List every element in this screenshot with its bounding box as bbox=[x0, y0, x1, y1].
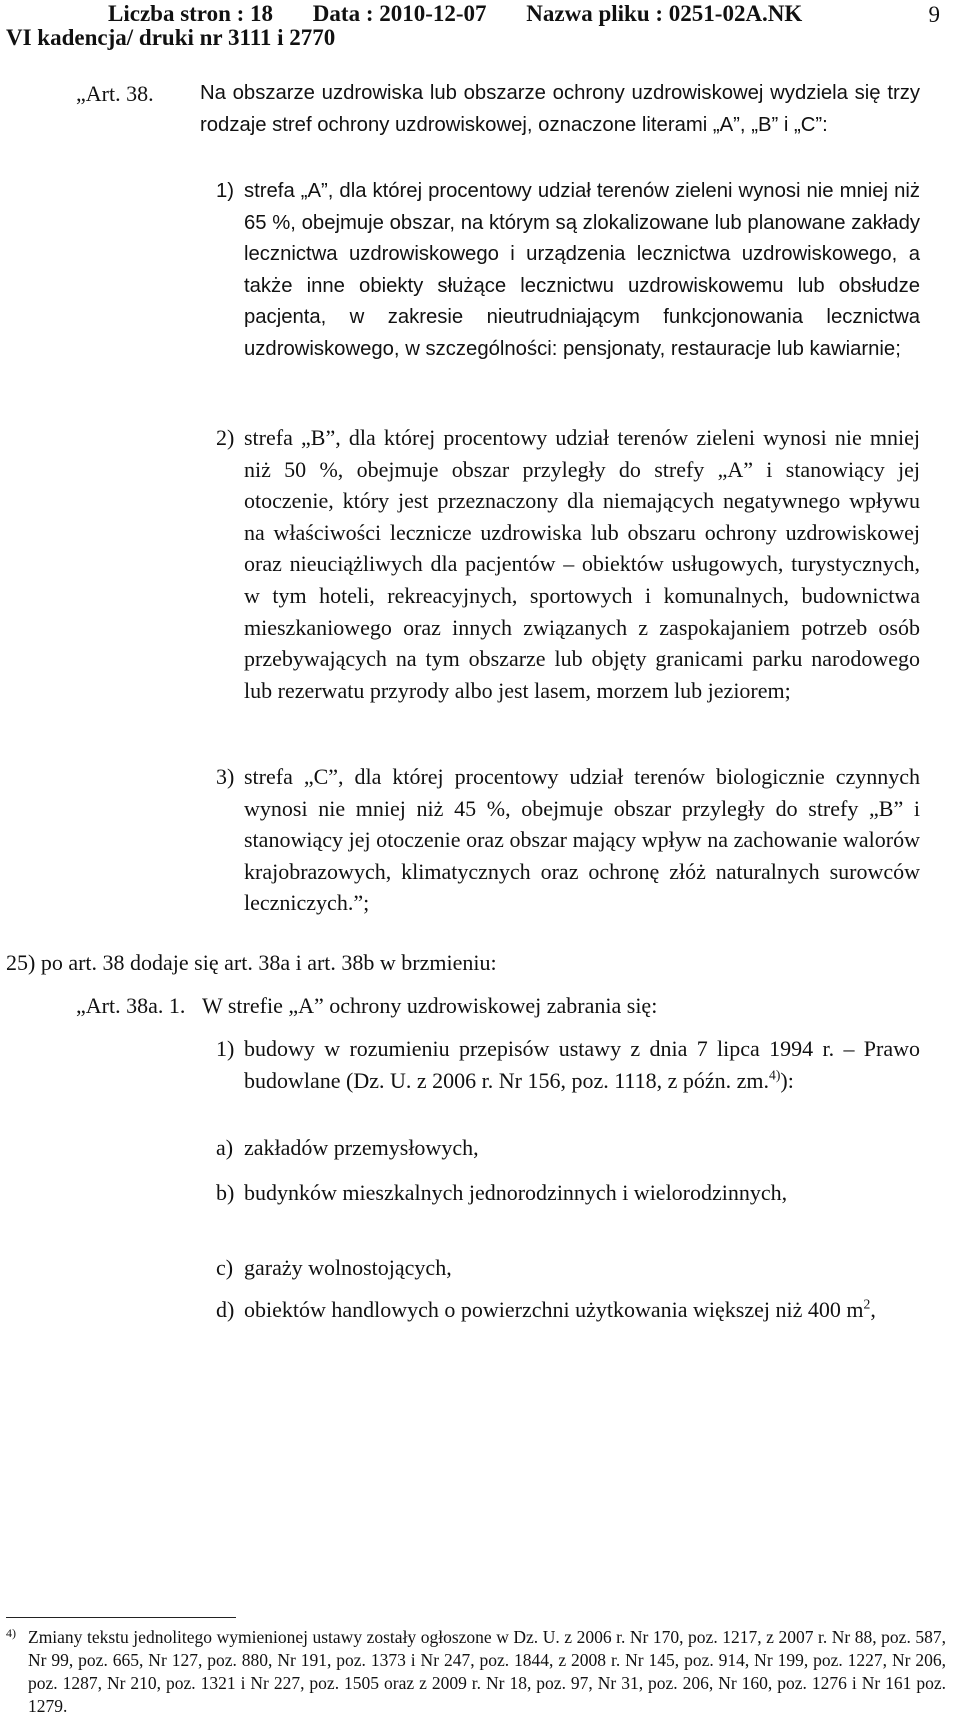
subitem-d-body: obiektów handlowych o powierzchni użytkowania większej niż 400 m bbox=[244, 1297, 864, 1322]
subitem-c-letter: c) bbox=[216, 1255, 234, 1280]
art38-label: „Art. 38. bbox=[76, 81, 154, 106]
art38-item-2-text: strefa „B”, dla której procentowy udział terenów zieleni wynosi nie mniej niż 50 %, obejmuje obszar przyległy do strefy „A” i stanowiący jej otoczenie, który jest przeznaczony dla niemających negatywnego wpływu na właściwości lecznicze uzdrowiska lub obszaru ochrony uzdrowiskowej oraz nieuciążliwych dla pacjentów – obiektów usługowych, turystycznych, w tym hoteli, rekreacyjnych, sportowych i komunalnych, budownictwa mieszkaniowego oraz innych związanych z zaspokajaniem potrzeb osób przebywających na tym obszarze lub objęty granicami parku narodowego lub rezerwatu przyrody albo jest lasem, morzem lub jeziorem; bbox=[244, 425, 920, 703]
footnote-divider bbox=[6, 1617, 236, 1618]
subitem-c-text: garaży wolnostojących, bbox=[244, 1255, 452, 1280]
header-pages: Liczba stron : 18 bbox=[108, 1, 274, 26]
subitem-d-letter: d) bbox=[216, 1297, 235, 1322]
subitem-d-tail: , bbox=[870, 1297, 876, 1322]
header-date: Data : 2010-12-07 bbox=[312, 1, 487, 26]
art38-item-2-num: 2) bbox=[216, 425, 235, 450]
footnote-mark: 4) bbox=[6, 1626, 16, 1640]
art38-intro: Na obszarze uzdrowiska lub obszarze ochrony uzdrowiskowej wydziela się trzy rodzaje stref ochrony uzdrowiskowej, oznaczone literami „A”, „B” i „C”: bbox=[200, 82, 920, 136]
subitem-a-text: zakładów przemysłowych, bbox=[244, 1135, 479, 1160]
art38a-intro: W strefie „A” ochrony uzdrowiskowej zabrania się: bbox=[202, 993, 658, 1018]
point-25: 25) po art. 38 dodaje się art. 38a i art. 38b w brzmieniu: bbox=[6, 950, 497, 975]
header-kadencja: VI kadencja/ druki nr 3111 i 2770 bbox=[6, 25, 336, 50]
footnote-ref[interactable]: 4) bbox=[769, 1067, 781, 1083]
art38-item-1-text: strefa „A”, dla której procentowy udział terenów zieleni wynosi nie mniej niż 65 %, obejmuje obszar, na którym są zlokalizowane lub planowane zakłady lecznictwa uzdrowiskowego i urządzenia lecznictwa uzdrowiskowego, a także inne obiekty służące lecznictwu uzdrowiskowemu lub obsłudze pacjenta, w zakresie nieutrudniającym funkcjonowania lecznictwa uzdrowiskowego, w szczególności: pensjonaty, restauracje lub kawiarnie; bbox=[244, 180, 920, 360]
art38a-item-1-body: budowy w rozumieniu przepisów ustawy z dnia 7 lipca 1994 r. – Prawo budowlane (Dz. U. z 2006 r. Nr 156, poz. 1118, z późn. zm. bbox=[244, 1036, 920, 1093]
subitem-a-letter: a) bbox=[216, 1135, 234, 1160]
art38a-label: „Art. 38a. 1. bbox=[76, 993, 186, 1018]
header-meta bbox=[108, 2, 836, 26]
art38-item-3-text: strefa „C”, dla której procentowy udział terenów biologicznie czynnych wynosi nie mniej niż 45 %, obejmuje obszar przyległy do strefy „B” i stanowiący jej otoczenie oraz obszar mający wpływ na zachowanie walorów krajobrazowych, klimatycznych oraz ochronę złóż naturalnych surowców leczniczych.”; bbox=[244, 764, 920, 916]
superscript-2: 2 bbox=[863, 1296, 871, 1312]
art38-item-3-num: 3) bbox=[216, 764, 235, 789]
art38-item-1-num: 1) bbox=[216, 180, 235, 202]
page-number: 9 bbox=[928, 2, 940, 27]
header-filename: Nazwa pliku : 0251-02A.NK bbox=[526, 1, 803, 26]
art38a-item-1-num: 1) bbox=[216, 1036, 235, 1061]
art38a-item-1-text bbox=[244, 1033, 920, 1096]
subitem-b-text: budynków mieszkalnych jednorodzinnych i wielorodzinnych, bbox=[244, 1180, 788, 1205]
subitem-d-text bbox=[244, 1294, 920, 1326]
subitem-b-letter: b) bbox=[216, 1180, 235, 1205]
art38a-item-1-tail: ): bbox=[780, 1067, 794, 1093]
footnote-text: Zmiany tekstu jednolitego wymienionej ustawy zostały ogłoszone w Dz. U. z 2006 r. Nr 170, poz. 1217, z 2007 r. Nr 88, poz. 587, Nr 99, poz. 665, Nr 127, poz. 880, Nr 191, poz. 1373 i Nr 247, poz. 1844, z 2008 r. Nr 145, poz. 914, Nr 199, poz. 1227, Nr 206, poz. 1287, Nr 210, poz. 1321 i Nr 227, poz. 1505 oraz z 2009 r. Nr 18, poz. 97, Nr 31, poz. 206, Nr 160, poz. 1276 i Nr 161 poz. 1279. bbox=[28, 1627, 946, 1716]
